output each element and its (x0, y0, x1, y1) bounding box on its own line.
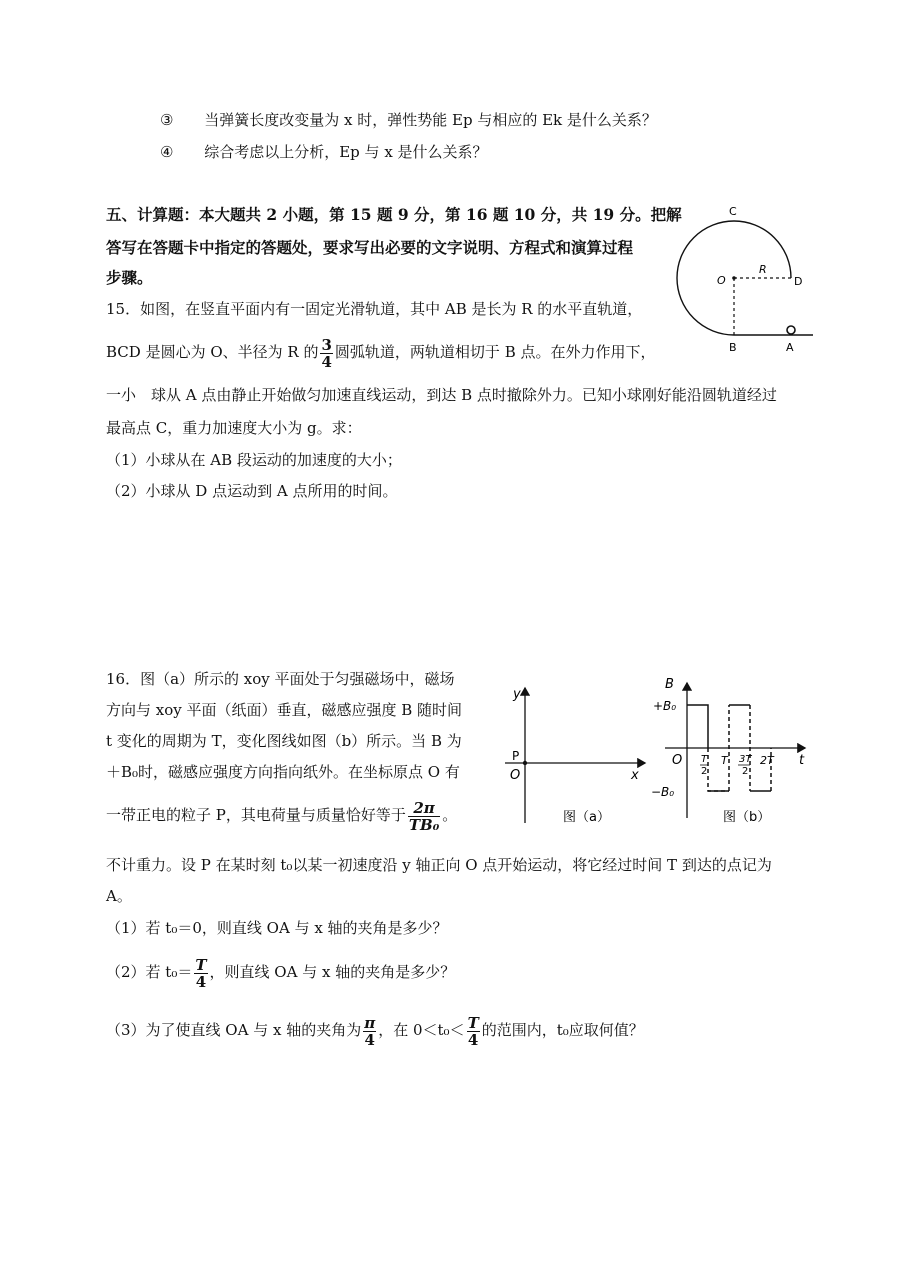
q16-line7: A。 (106, 887, 132, 905)
q16-line5 (106, 797, 457, 833)
item-text: 综合考虑以上分析，Ep 与 x 是什么关系？ (204, 143, 488, 161)
center-point (732, 276, 736, 280)
q15-line2-post: 圆弧轨道，两轨道相切于 B 点。在外力作用下， (334, 343, 656, 361)
label-R: R (759, 263, 767, 276)
ball-icon (787, 326, 795, 334)
label-D: D (794, 275, 803, 288)
fraction-pi-over-4: $\frac{\pi}{4}$ (364, 1013, 376, 1049)
item-marker: ④ (160, 143, 174, 161)
origin-label-O: O (510, 768, 521, 783)
tick-2T: 2T (760, 754, 774, 767)
fraction-charge-mass: $\frac{2\pi}{\text{TB₀}}$ (408, 798, 440, 834)
section5-heading-line2: 答写在答题卡中指定的答题处，要求写出必要的文字说明、方程式和演算过程 (106, 238, 634, 257)
q15-line3: 一小 球从 A 点由静止开始做匀加速直线运动，到达 B 点时撤除外力。已知小球刚好能沿圆轨道经过 (106, 386, 777, 404)
section5-heading-line1: 五、计算题：本大题共 2 小题，第 15 题 9 分，第 16 题 10 分，共 19 分。把解 (106, 205, 682, 224)
q16-line4: ＋B₀时，磁感应强度方向指向纸外。在坐标原点 O 有 (106, 763, 460, 781)
q15-line4: 最高点 C，重力加速度大小为 g。求： (106, 419, 362, 437)
origin-label-O: O (672, 753, 683, 768)
q16-sub1: （1）若 t₀＝0，则直线 OA 与 x 轴的夹角是多少？ (106, 919, 448, 937)
q15-sub2: （2）小球从 D 点运动到 A 点所用的时间。 (106, 482, 398, 500)
q16-sub3-pre: （3）为了使直线 OA 与 x 轴的夹角为 (106, 1021, 362, 1039)
caption-b: 图（b） (723, 810, 771, 825)
q16-sub2-post: ，则直线 OA 与 x 轴的夹角是多少？ (209, 963, 456, 981)
q14-item-4 (160, 142, 488, 162)
caption-a: 图（a） (563, 810, 610, 825)
section5-heading-line3: 步骤。 (106, 268, 153, 287)
q16-line5-pre: 一带正电的粒子 P，其电荷量与质量恰好等于 (106, 806, 406, 824)
fraction-three-quarters: $\frac{3}{4}$ (321, 335, 332, 371)
tick-T-half-num: T (701, 754, 708, 765)
tick-T: T (721, 754, 728, 767)
q16-sub3 (106, 1010, 644, 1050)
q15-track-figure (665, 200, 825, 360)
fraction-T-over-4: $\frac{T}{4}$ (195, 955, 207, 991)
label-plus-B0: +B₀ (653, 699, 677, 713)
q15-sub1: （1）小球从在 AB 段运动的加速度的大小； (106, 451, 402, 469)
point-label-P: P (512, 749, 520, 763)
axis-label-t: t (799, 753, 805, 768)
item-marker: ③ (160, 111, 174, 129)
q14-item-3 (160, 110, 657, 130)
q16-line1: 16．图（a）所示的 xoy 平面处于匀强磁场中，磁场 (106, 670, 455, 688)
particle-P (523, 761, 527, 765)
label-A: A (786, 341, 794, 354)
q16-line3: t 变化的周期为 T，变化图线如图（b）所示。当 B 为 (106, 732, 462, 750)
axis-label-B: B (665, 677, 674, 692)
fraction-T-over-4-b: $\frac{T}{4}$ (467, 1013, 479, 1049)
q16-sub3-post: 的范围内，t₀应取何值？ (481, 1021, 644, 1039)
q16-sub3-mid: ，在 0＜t₀＜ (378, 1021, 465, 1039)
q16-line6: 不计重力。设 P 在某时刻 t₀以某一初速度沿 y 轴正向 O 点开始运动，将它经过时间 T 到达的点记为 (106, 856, 772, 874)
item-text: 当弹簧长度改变量为 x 时，弹性势能 Ep 与相应的 Ek 是什么关系？ (204, 111, 657, 129)
tick-T-half-den: 2 (701, 766, 708, 777)
q15-line2 (106, 334, 655, 370)
label-O: O (717, 274, 726, 287)
q16-sub2 (106, 952, 455, 992)
q16-figure-a (495, 678, 655, 838)
wave-positive-1 (687, 705, 708, 748)
label-minus-B0: −B₀ (651, 785, 675, 799)
axis-label-x: x (631, 768, 639, 783)
q16-sub2-pre: （2）若 t₀＝ (106, 963, 193, 981)
q16-line2: 方向与 xoy 平面（纸面）垂直，磁感应强度 B 随时间 (106, 701, 463, 719)
axis-label-y: y (513, 687, 521, 702)
q15-line2-pre: BCD 是圆心为 O、半径为 R 的 (106, 343, 319, 361)
q16-line5-post: 。 (442, 806, 458, 824)
label-B: B (729, 341, 737, 354)
tick-3T-half-den: 2 (742, 766, 749, 777)
q15-line1: 15．如图，在竖直平面内有一固定光滑轨道，其中 AB 是长为 R 的水平直轨道， (106, 300, 643, 318)
tick-3T-half-num: 3T (739, 754, 752, 765)
label-C: C (729, 205, 737, 218)
q16-figure-b (645, 668, 815, 838)
